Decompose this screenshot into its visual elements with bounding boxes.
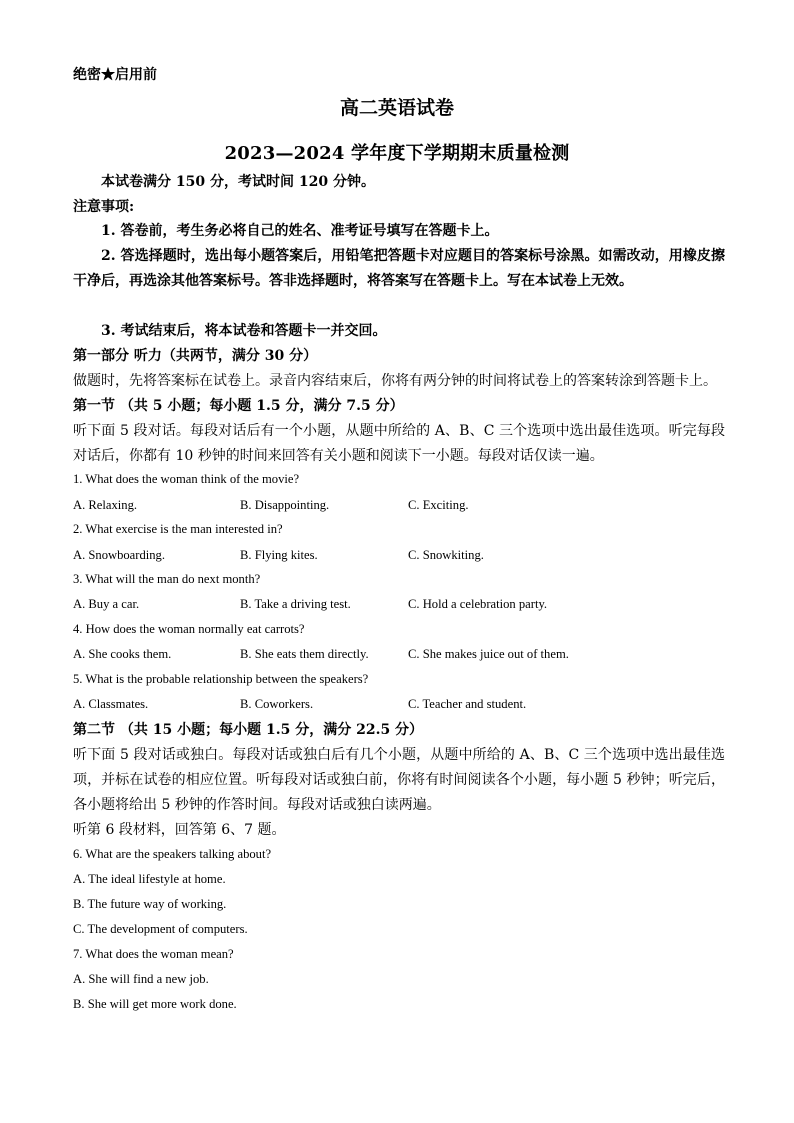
question-1: 1. What does the woman think of the movie?	[73, 472, 300, 486]
notice-item-2: 2. 答选择题时，选出每小题答案后，用铅笔把答题卡对应题目的答案标号涂黑。如需改动，用橡皮擦干净后，再选涂其他答案标号。答非选择题时，将答案写在答题卡上。写在本试卷上无效。	[73, 248, 725, 289]
option-b: B. Coworkers.	[240, 697, 314, 711]
confidential-label: 绝密★启用前	[73, 67, 157, 83]
question-7-option-b: B. She will get more work done.	[73, 997, 237, 1011]
question-6-option-a: A. The ideal lifestyle at home.	[73, 872, 226, 886]
question-4-options	[73, 647, 725, 669]
question-2-options	[73, 548, 725, 570]
question-6-option-c: C. The development of computers.	[73, 922, 248, 936]
option-a: A. Relaxing.	[73, 498, 138, 512]
part1-heading: 第一部分 听力（共两节，满分 30 分）	[73, 348, 318, 364]
section1-instruction: 听下面 5 段对话。每段对话后有一个小题，从题中所给的 A、B、C 三个选项中选出最佳选项。听完每段对话后，你都有 10 秒钟的时间来回答有关小题和阅读下一小题。每段对话仅读一遍。	[73, 423, 725, 464]
material-6-line: 听第 6 段材料，回答第 6、7 题。	[73, 822, 286, 838]
option-b: B. She eats them directly.	[240, 647, 369, 661]
option-a: A. Classmates.	[73, 697, 149, 711]
question-7-option-a: A. She will find a new job.	[73, 972, 209, 986]
notice-heading: 注意事项:	[73, 199, 135, 215]
notice-item-3: 3. 考试结束后，将本试卷和答题卡一并交回。	[101, 323, 387, 339]
option-c: C. Hold a celebration party.	[408, 597, 548, 611]
question-2: 2. What exercise is the man interested in?	[73, 522, 283, 536]
option-c: C. Exciting.	[408, 498, 469, 512]
notice-item-1: 1. 答卷前，考生务必将自己的姓名、准考证号填写在答题卡上。	[101, 223, 499, 239]
option-b: B. Take a driving test.	[240, 597, 351, 611]
exam-subtitle: 2023—2024 学年度下学期期末质量检测	[224, 143, 570, 164]
option-c: C. She makes juice out of them.	[408, 647, 569, 661]
option-c: C. Teacher and student.	[408, 697, 527, 711]
question-6-option-b: B. The future way of working.	[73, 897, 227, 911]
option-b: B. Flying kites.	[240, 548, 318, 562]
option-a: A. Snowboarding.	[73, 548, 165, 562]
question-1-options	[73, 498, 725, 520]
question-7: 7. What does the woman mean?	[73, 947, 234, 961]
option-b: B. Disappointing.	[240, 498, 330, 512]
exam-time-line: 本试卷满分 150 分，考试时间 120 分钟。	[101, 174, 375, 190]
question-6: 6. What are the speakers talking about?	[73, 847, 272, 861]
question-5-options	[73, 697, 725, 719]
exam-title: 高二英语试卷	[339, 97, 454, 119]
part1-instruction: 做题时，先将答案标在试卷上。录音内容结束后，你将有两分钟的时间将试卷上的答案转涂到答题卡上。	[73, 373, 717, 389]
question-5: 5. What is the probable relationship between the speakers?	[73, 672, 369, 686]
question-3-options	[73, 597, 725, 619]
question-4: 4. How does the woman normally eat carrots?	[73, 622, 305, 636]
section2-heading: 第二节 （共 15 小题；每小题 1.5 分，满分 22.5 分）	[73, 722, 424, 738]
option-a: A. Buy a car.	[73, 597, 140, 611]
question-3: 3. What will the man do next month?	[73, 572, 261, 586]
section2-instruction: 听下面 5 段对话或独白。每段对话或独白后有几个小题，从题中所给的 A、B、C 三个选项中选出最佳选项，并标在试卷的相应位置。听每段对话或独白前，你将有时间阅读各个小题，每小题 5 秒钟；听完后，各小题将给出 5 秒钟的作答时间。每段对话或独白读两遍。	[73, 747, 725, 813]
option-a: A. She cooks them.	[73, 647, 172, 661]
section1-heading: 第一节 （共 5 小题；每小题 1.5 分，满分 7.5 分）	[73, 398, 404, 414]
option-c: C. Snowkiting.	[408, 548, 484, 562]
